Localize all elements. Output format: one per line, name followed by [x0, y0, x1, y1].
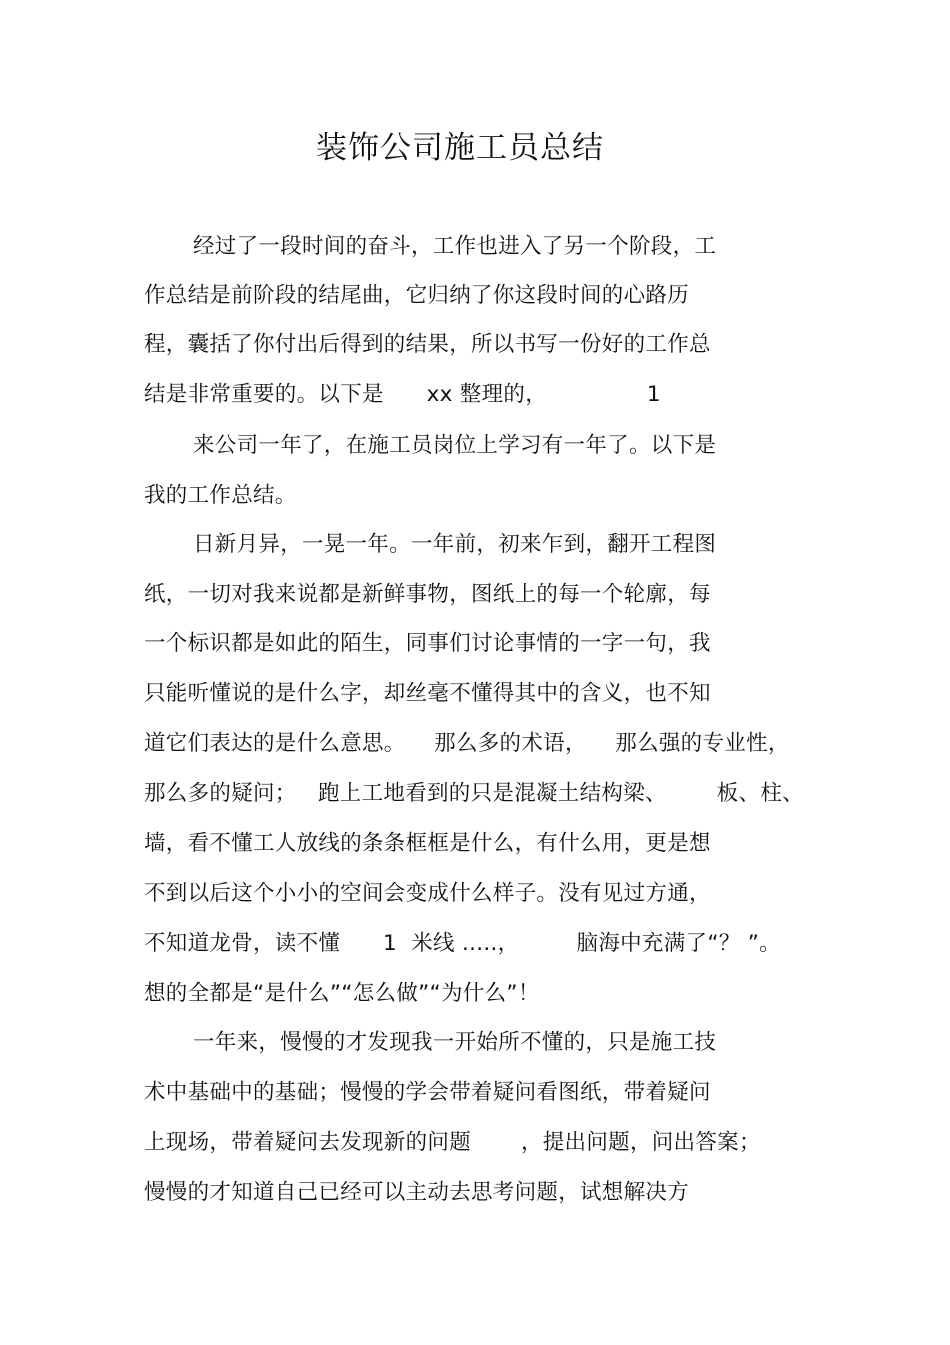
paragraph-line: 作总结是前阶段的结尾曲，它归纳了你这段时间的心路历: [144, 283, 690, 308]
paragraph-line: 上现场，带着疑问去发现新的问题 ，提出问题，问出答案；: [144, 1130, 761, 1155]
paragraph-line: 只能听懂说的是什么字，却丝毫不懂得其中的含义，也不知: [144, 681, 711, 706]
paragraph-line: 来公司一年了，在施工员岗位上学习有一年了。以下是: [193, 433, 717, 458]
paragraph-line: 纸，一切对我来说都是新鲜事物，图纸上的每一个轮廓，每: [144, 582, 711, 607]
paragraph-line: 日新月异，一晃一年。一年前，初来乍到，翻开工程图: [193, 532, 717, 557]
paragraph-line: 不到以后这个小小的空间会变成什么样子。没有见过方通，: [144, 881, 711, 906]
paragraph-line: 一个标识都是如此的陌生，同事们讨论事情的一字一句，我: [144, 631, 711, 656]
paragraph-line: 程，囊括了你付出后得到的结果，所以书写一份好的工作总: [144, 332, 711, 357]
paragraph-line: 经过了一段时间的奋斗，工作也进入了另一个阶段，工: [193, 234, 717, 259]
paragraph-line: 术中基础中的基础；慢慢的学会带着疑问看图纸，带着疑问: [144, 1080, 711, 1105]
paragraph-line: 想的全都是“是什么”“怎么做”“为什么”！: [144, 981, 540, 1006]
paragraph-line: 一年来，慢慢的才发现我一开始所不懂的，只是施工技: [193, 1030, 717, 1055]
paragraph-line: 我的工作总结。: [144, 483, 297, 508]
paragraph-line: 墙，看不懂工人放线的条条框框是什么，有什么用，更是想: [144, 831, 711, 856]
paragraph-line: 不知道龙骨，读不懂 1 米线 .....， 脑海中充满了“？ ”。: [144, 931, 781, 956]
paragraph-line: 结是非常重要的。以下是 xx 整理的， 1: [144, 382, 661, 407]
document-title: 装饰公司施工员总结: [316, 130, 604, 166]
paragraph-line: 那么多的疑问； 跑上工地看到的只是混凝土结构梁、 板、柱、: [144, 781, 804, 806]
paragraph-line: 道它们表达的是什么意思。 那么多的术语， 那么强的专业性，: [144, 731, 790, 756]
paragraph-line: 慢慢的才知道自己已经可以主动去思考问题，试想解决方: [144, 1180, 690, 1205]
